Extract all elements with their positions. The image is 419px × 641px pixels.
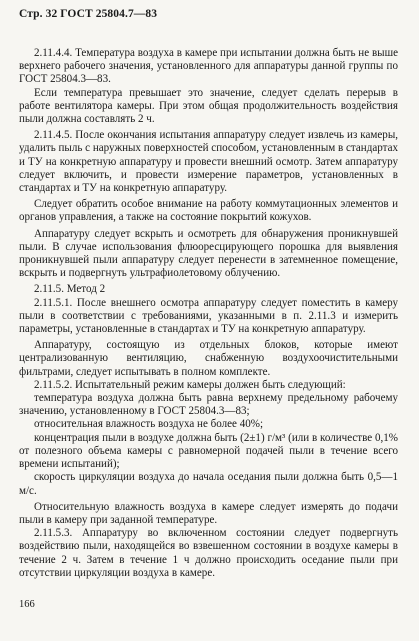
paragraph: 2.11.5.2. Испытательный режим камеры должен быть следующий:	[34, 378, 346, 391]
paragraph: 2.11.5.1. После внешнего осмотра аппаратуру следует поместить в камеру пыли в соответствии с требованиями, указанными в п. 2.11.3 и измерить параметры, установленные в стандартах и ТУ на конкретную аппаратуру.	[19, 296, 398, 336]
paragraph: Аппаратуру, состоящую из отдельных блоков, которые имеют централизованную вентиляцию, снабженную воздухоочистительными фильтрами, следует испытывать в полном комплекте.	[19, 339, 398, 378]
paragraph: Если температура превышает это значение, следует сделать перерыв в работе вентилятора камеры. При этом общая продолжительность воздействия пыли должна составлять 2 ч.	[19, 86, 398, 126]
list-item: температура воздуха должна быть равна верхнему предельному рабочему значению, установленному в ГОСТ 25804.3—83;	[19, 392, 398, 418]
paragraph: Относительную влажность воздуха в камере следует измерять до подачи пыли в камеру при заданной температуре.	[19, 500, 398, 526]
list-item: относительная влажность воздуха не более 40%;	[34, 418, 264, 431]
list-item: скорость циркуляции воздуха до начала оседания пыли должна быть 0,5—1 м/с.	[19, 471, 398, 497]
paragraph: Аппаратуру следует вскрыть и осмотреть для обнаружения проникнувшей пыли. В случае использования флюоресцирующего порошка для выявления проникнувшей пыли аппаратуру следует перенести в затемненное помещение, вскрыть и подвергнуть ультрафиолетовому облучению.	[19, 227, 398, 280]
paragraph: 2.11.4.5. После окончания испытания аппаратуру следует извлечь из камеры, удалить пыль с наружных поверхностей способом, установленным в стандартах и ТУ на конкретную аппаратуру и провести внешний осмотр. Затем аппаратуру следует включить, и провести измерение параметров, установленных в стандартах и ТУ на конкретную аппаратуру.	[19, 129, 398, 195]
paragraph: 2.11.5.3. Аппаратуру во включенном состоянии следует подвергнуть воздействию пыли, находящейся во взвешенном состоянии в воздухе камеры в течение 2 ч. Затем в течение 1 ч должно происходить оседание пыли при отсутствии циркуляции воздуха в камере.	[19, 527, 398, 579]
paragraph: Следует обратить особое внимание на работу коммутационных элементов и органов управления, а также на состояние покрытий кожухов.	[19, 198, 398, 224]
section-heading: 2.11.5. Метод 2	[34, 283, 106, 296]
page-header: Стр. 32 ГОСТ 25804.7—83	[19, 8, 158, 20]
list-item: концентрация пыли в воздухе должна быть (2±1) г/м³ (или в количестве 0,1% от полезного объема камеры с равномерной подачей пыли в течение всего времени испытаний);	[19, 431, 398, 471]
paragraph: 2.11.4.4. Температура воздуха в камере при испытании должна быть не выше верхнего рабочего значения, установленного для аппаратуры данной группы по ГОСТ 25804.3—83.	[19, 47, 398, 86]
document-body	[19, 47, 398, 580]
page-number: 166	[19, 599, 35, 610]
